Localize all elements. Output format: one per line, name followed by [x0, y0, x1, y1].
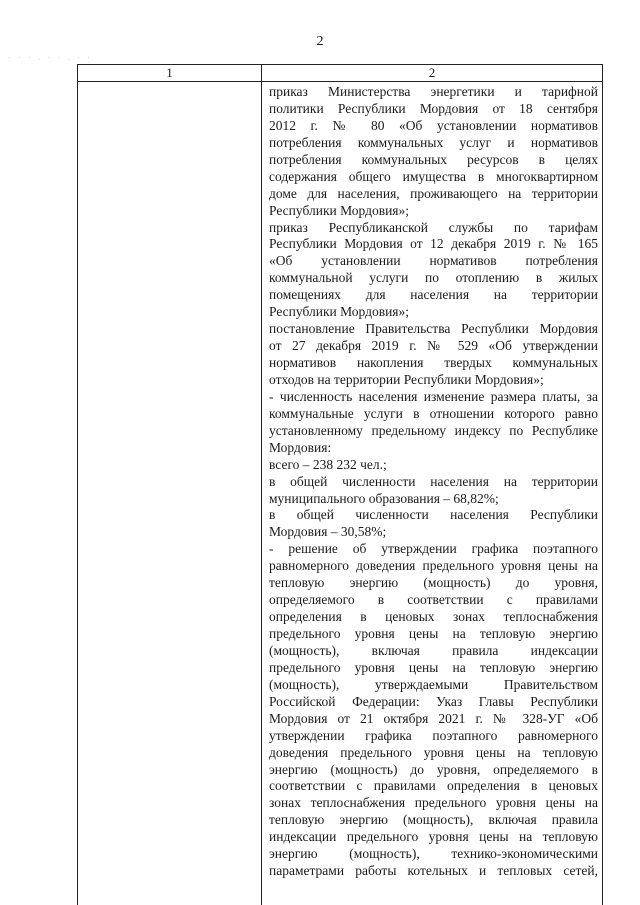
text-line: энергию (мощность) до уровня, определяемого в: [269, 761, 598, 777]
text-line: в общей численности населения на территории: [269, 473, 598, 489]
column-2-cell: [269, 84, 598, 880]
text-line: определения в ценовых зонах теплоснабжения: [269, 609, 598, 625]
text-line: - численность населения изменение размера платы, за: [269, 388, 598, 404]
text-line: коммунальной услуги по отоплению в жилых: [269, 270, 598, 286]
text-line: (мощность), утверждаемыми Правительством: [269, 676, 598, 692]
text-line: в общей численности населения Республики: [269, 507, 598, 523]
text-line: Республики Мордовия от 12 декабря 2019 г. № 165: [269, 236, 598, 252]
text-line: «Об установлении нормативов потребления: [269, 253, 598, 269]
scan-specks: · · · . · · . · ·: [8, 54, 93, 62]
column-divider: [261, 65, 262, 905]
text-line: зонах теплоснабжения предельного уровня цены на: [269, 795, 598, 811]
text-line: Мордовия от 21 октября 2021 г. № 328-УГ «Об: [269, 710, 598, 726]
text-line: Мордовия:: [269, 439, 332, 455]
text-line: энергию (мощность), технико-экономическими: [269, 846, 598, 862]
text-line: тепловую энергию (мощность), включая правила: [269, 812, 598, 828]
text-line: параметрами работы котельных и тепловых сетей,: [269, 863, 598, 879]
text-line: всего – 238 232 чел.;: [269, 456, 387, 472]
document-table: [77, 64, 603, 905]
text-line: коммунальные услуги в отношении которого равно: [269, 405, 598, 421]
text-line: потребления коммунальных ресурсов в целях: [269, 151, 598, 167]
text-line: Мордовия – 30,58%;: [269, 524, 387, 540]
text-line: нормативов накопления твердых коммунальных: [269, 355, 598, 370]
column-2-header: 2: [428, 65, 436, 80]
text-line: определяемого в соответствии с правилами: [269, 592, 598, 608]
text-line: предельного уровня цены на тепловую энергию: [269, 626, 598, 641]
text-line: индексации предельного уровня цены на тепловую: [269, 829, 598, 845]
text-line: от 27 декабря 2019 г. № 529 «Об утверждении: [269, 338, 598, 354]
text-line: установленному предельному индексу по Республике: [269, 422, 598, 438]
text-line: политики Республики Мордовия от 18 сентября: [269, 100, 598, 116]
text-line: приказ Министерства энергетики и тарифной: [269, 84, 598, 99]
text-line: отходов на территории Республики Мордовия»;: [269, 371, 544, 387]
text-line: - решение об утверждении графика поэтапного: [269, 541, 598, 557]
text-line: утверждении графика поэтапного равномерного: [269, 727, 598, 743]
text-line: доведения предельного уровня цены на тепловую: [269, 744, 598, 760]
text-line: Российской Федерации: Указ Главы Республики: [269, 693, 598, 709]
text-line: Республики Мордовия»;: [269, 304, 410, 320]
text-line: равномерного доведения предельного уровня цены на: [269, 558, 598, 574]
text-line: предельного уровня цены на тепловую энергию: [269, 659, 598, 675]
text-line: содержания общего имущества в многоквартирном: [269, 168, 598, 184]
column-1-header: 1: [166, 65, 173, 80]
page-number: 2: [316, 34, 324, 49]
text-line: тепловую энергию (мощность) до уровня,: [269, 575, 598, 591]
text-line: потребления коммунальных услуг и нормативов: [269, 134, 598, 150]
text-line: помещениях для населения на территории: [269, 287, 598, 303]
text-line: постановление Правительства Республики Мордовия: [269, 321, 598, 337]
text-line: соответствии с правилами определения в ценовых: [269, 778, 598, 794]
text-line: муниципального образования – 68,82%;: [269, 490, 499, 506]
text-line: приказ Республиканской службы по тарифам: [269, 219, 598, 235]
text-line: (мощность), включая правила индексации: [269, 642, 598, 658]
text-line: Республики Мордовия»;: [269, 202, 410, 218]
text-line: доме для населения, проживающего на территории: [269, 185, 598, 201]
text-line: 2012 г. № 80 «Об установлении нормативов: [269, 117, 598, 133]
table-header-row: [78, 65, 602, 82]
